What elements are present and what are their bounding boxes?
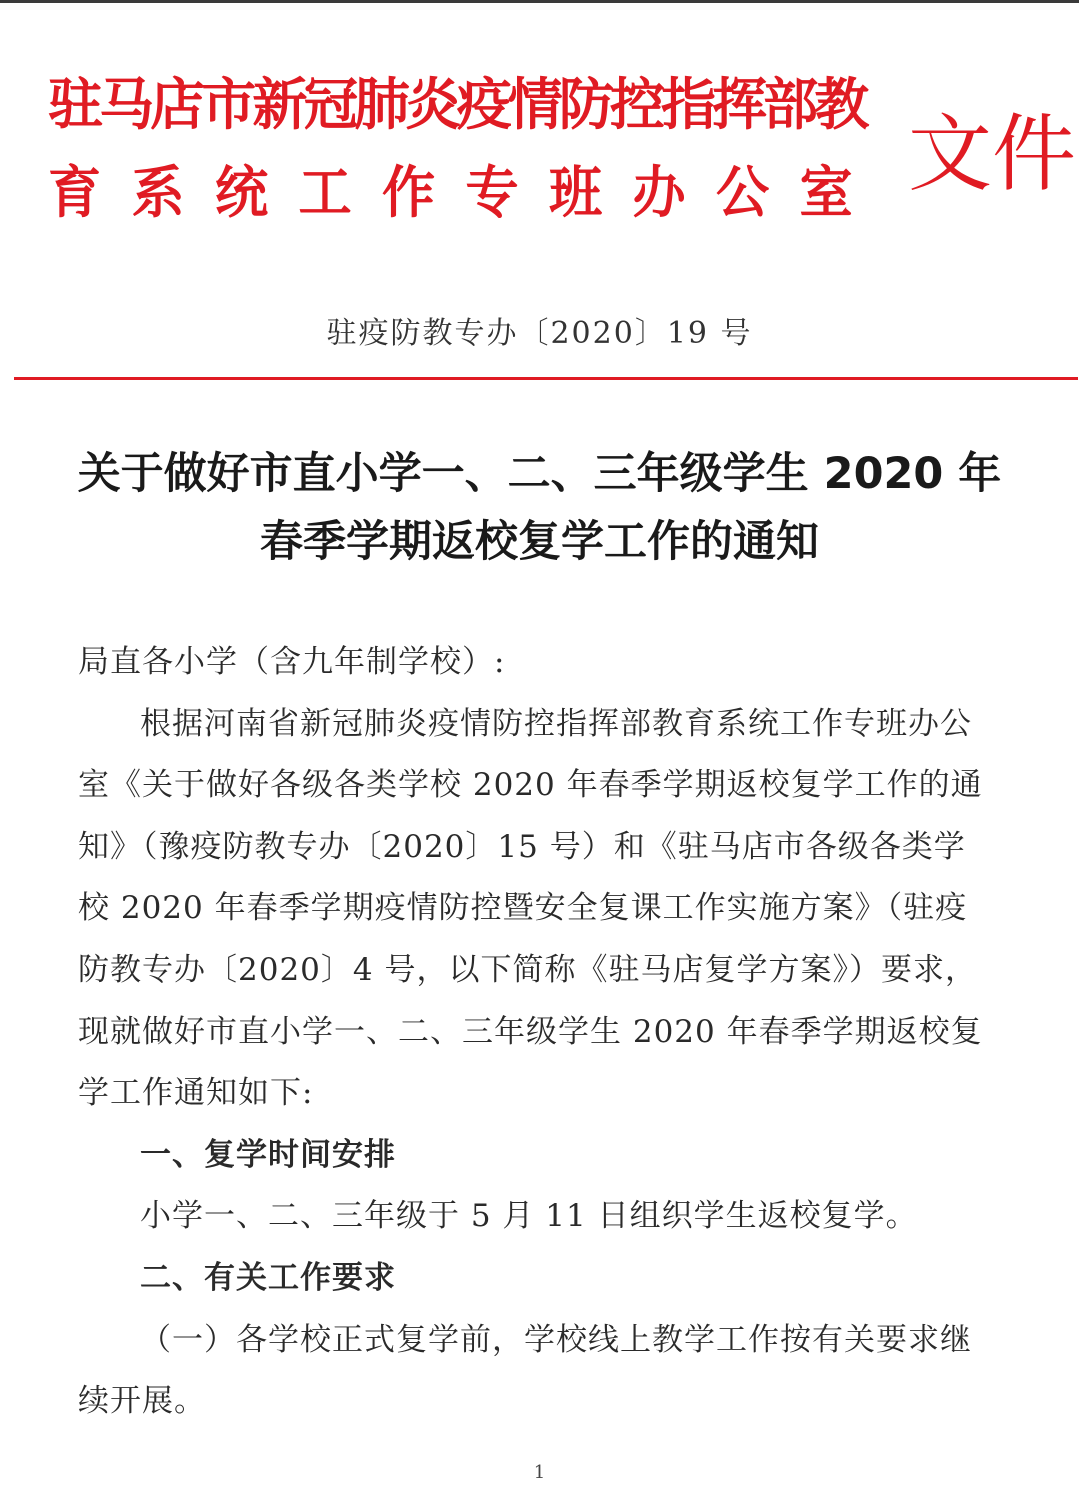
issuer-name-line-1: 驻马店市新冠肺炎疫情防控指挥部教 [48,73,866,138]
intro-paragraph: 根据河南省新冠肺炎疫情防控指挥部教育系统工作专班办公室《关于做好各级各类学校 2020 年春季学期返校复学工作的通知》（豫疫防教专办〔2020〕15 号）和《驻马店市各级各类学校 2020 年春季学期疫情防控暨安全复课工作实施方案》（驻疫防教专办〔2020〕4 号，以下简称《驻马店复学方案》）要求，现就做好市直小学一、二、三年级学生 2020 年春季学期返校复学工作通知如下: [78,705,983,1112]
section-2-heading: 二、有关工作要求 [140,1259,396,1296]
issuer-name [48,62,898,238]
document-body [78,632,990,1433]
red-separator-line [14,377,1078,380]
salutation: 局直各小学（含九年制学校）: [78,644,506,680]
document-number: 驻疫防教专办〔2020〕19 号 [326,316,753,351]
top-border [0,0,1079,3]
section-1-heading: 一、复学时间安排 [140,1136,396,1173]
document-title-line-1: 关于做好市直小学一、二、三年级学生 2020 年 [77,449,1002,499]
section-2-item-1: （一）各学校正式复学前，学校线上教学工作按有关要求继续开展。 [78,1321,972,1420]
document-title-line-2: 春季学期返校复学工作的通知 [260,517,819,567]
page-number: 1 [533,1462,546,1483]
section-1-paragraph: 小学一、二、三年级于 5 月 11 日组织学生返校复学。 [140,1198,918,1235]
issuer-header [48,62,1077,252]
document-title [0,440,1079,576]
issuer-name-line-2: 育系统工作专班办公室 [48,161,883,226]
issuer-suffix: 文件 [908,105,1077,203]
